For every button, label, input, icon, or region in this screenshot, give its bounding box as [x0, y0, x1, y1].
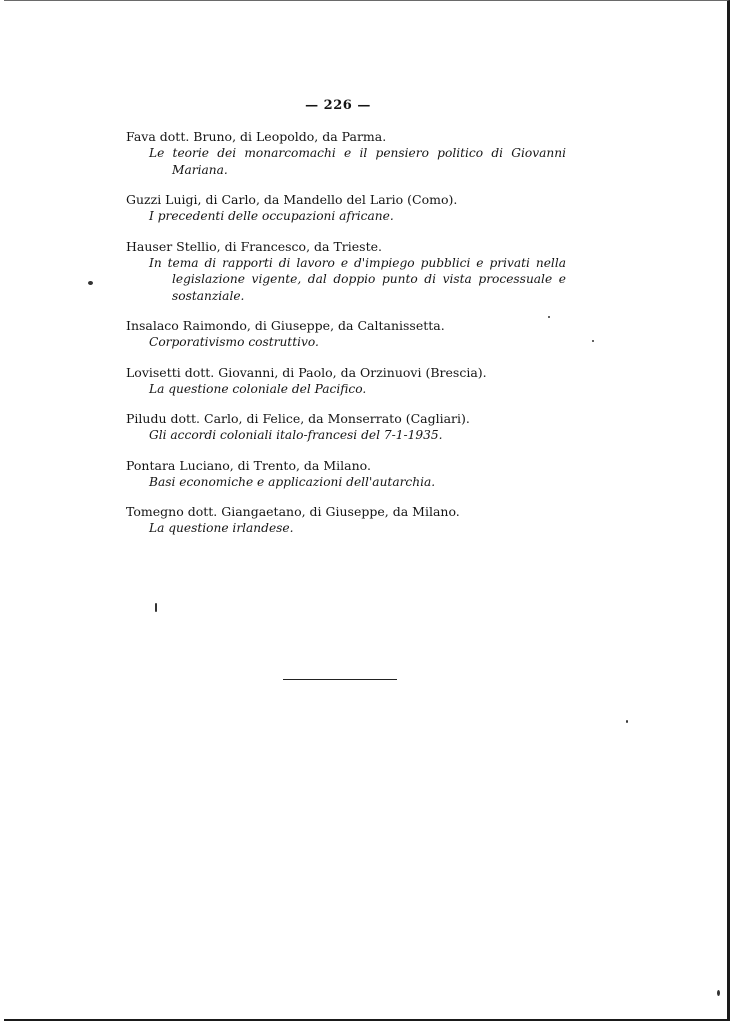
list-item — [126, 364, 566, 398]
entry-author: Piludu dott. Carlo, di Felice, da Monserrato (Cagliari). — [126, 411, 470, 426]
list-item — [126, 457, 566, 491]
scan-speck — [592, 340, 594, 342]
entry-title: Le teorie dei monarcomachi e il pensiero politico di Giovanni Mariana. — [149, 146, 566, 177]
list-item — [126, 191, 566, 225]
scan-speck — [88, 281, 93, 285]
entry-title: Gli accordi coloniali italo-francesi del 7-1-1935. — [149, 428, 443, 442]
closing-rule — [283, 679, 397, 680]
scan-speck — [626, 720, 628, 723]
entry-author: Insalaco Raimondo, di Giuseppe, da Caltanissetta. — [126, 318, 445, 333]
list-item — [126, 317, 566, 351]
list-item — [126, 503, 566, 537]
list-item — [126, 128, 566, 178]
thesis-list — [126, 128, 566, 550]
entry-title: Corporativismo costruttivo. — [149, 335, 319, 349]
entry-author: Pontara Luciano, di Trento, da Milano. — [126, 457, 371, 473]
scan-speck — [548, 316, 550, 318]
entry-author: Hauser Stellio, di Francesco, da Trieste. — [126, 238, 382, 254]
entry-title: La questione coloniale del Pacifico. — [149, 381, 367, 396]
entry-title: In tema di rapporti di lavoro e d'impiego pubblici e privati nella legislazione vigente, dal doppio punto di vista processuale e sostanziale. — [149, 255, 566, 303]
scan-speck — [155, 603, 157, 612]
page-number: — 226 — — [305, 98, 371, 113]
entry-title: La questione irlandese. — [149, 521, 294, 535]
list-item — [126, 238, 566, 305]
entry-title: I precedenti delle occupazioni africane. — [149, 209, 394, 223]
scan-speck — [717, 990, 720, 996]
list-item — [126, 410, 566, 444]
entry-author: Lovisetti dott. Giovanni, di Paolo, da Orzinuovi (Brescia). — [126, 364, 487, 380]
entry-author: Fava dott. Bruno, di Leopoldo, da Parma. — [126, 129, 387, 144]
entry-author: Guzzi Luigi, di Carlo, da Mandello del Lario (Como). — [126, 192, 458, 207]
entry-author: Tomegno dott. Giangaetano, di Giuseppe, da Milano. — [126, 504, 460, 519]
entry-title: Basi economiche e applicazioni dell'autarchia. — [149, 474, 436, 489]
